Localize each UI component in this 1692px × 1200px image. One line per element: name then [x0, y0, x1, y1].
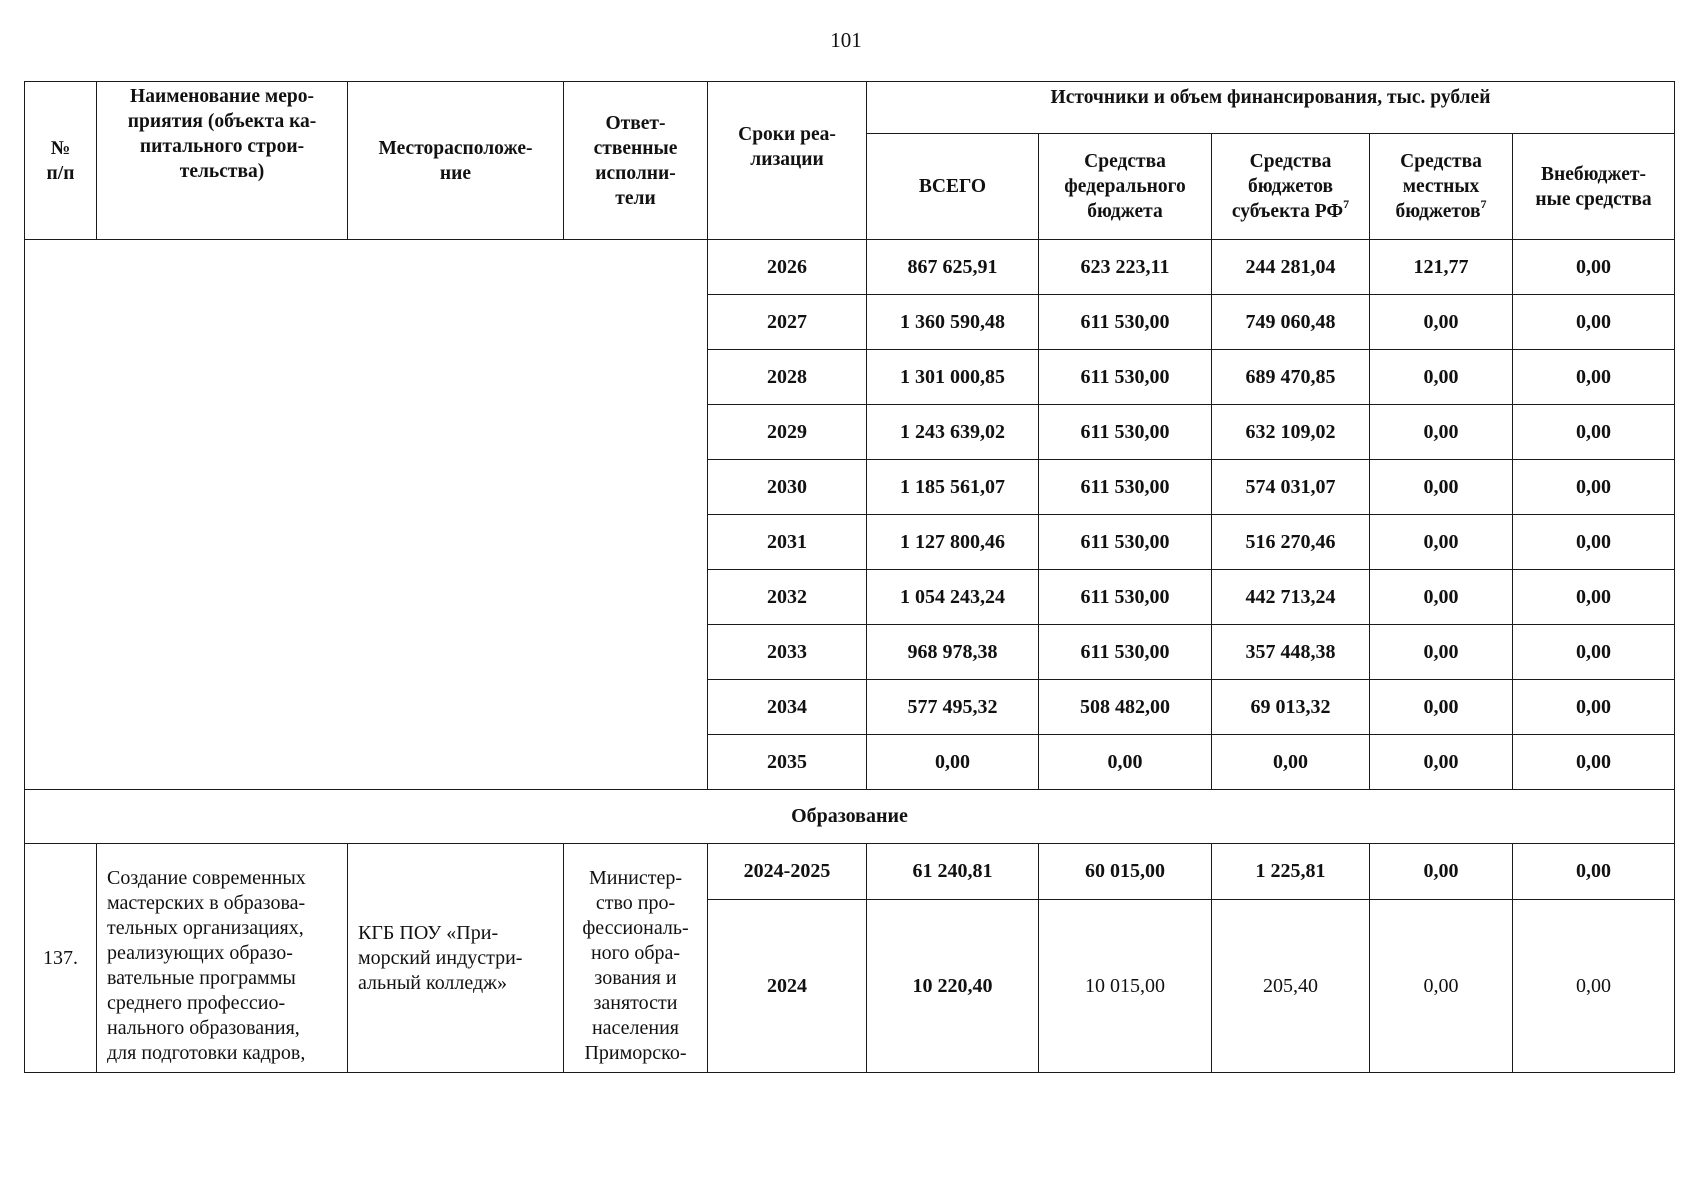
header-federal: Средства федерального бюджета	[1039, 134, 1212, 240]
local-cell: 0,00	[1370, 515, 1513, 570]
year-cell: 2029	[708, 405, 867, 460]
extra-cell: 0,00	[1513, 460, 1675, 515]
total-cell: 867 625,91	[867, 240, 1039, 295]
regional-cell: 0,00	[1212, 735, 1370, 790]
regional-cell: 574 031,07	[1212, 460, 1370, 515]
total-cell: 61 240,81	[867, 844, 1039, 900]
regional-cell: 689 470,85	[1212, 350, 1370, 405]
regional-cell: 1 225,81	[1212, 844, 1370, 900]
year-cell: 2031	[708, 515, 867, 570]
extra-cell: 0,00	[1513, 405, 1675, 460]
federal-cell: 611 530,00	[1039, 405, 1212, 460]
local-cell: 121,77	[1370, 240, 1513, 295]
extra-cell: 0,00	[1513, 295, 1675, 350]
header-regional: Средства бюджетов субъекта $РФ^7$	[1212, 134, 1370, 240]
regional-cell: 632 109,02	[1212, 405, 1370, 460]
federal-cell: 611 530,00	[1039, 295, 1212, 350]
regional-cell: 357 448,38	[1212, 625, 1370, 680]
federal-cell: 611 530,00	[1039, 460, 1212, 515]
local-cell: 0,00	[1370, 680, 1513, 735]
extra-cell: 0,00	[1513, 515, 1675, 570]
regional-cell: 442 713,24	[1212, 570, 1370, 625]
extra-cell: 0,00	[1513, 844, 1675, 900]
extra-cell: 0,00	[1513, 735, 1675, 790]
total-cell: 1 360 590,48	[867, 295, 1039, 350]
extra-cell: 0,00	[1513, 570, 1675, 625]
extra-cell: 0,00	[1513, 680, 1675, 735]
extra-cell: 0,00	[1513, 350, 1675, 405]
section-title: Образование	[25, 790, 1675, 844]
total-cell: 968 978,38	[867, 625, 1039, 680]
year-cell: 2030	[708, 460, 867, 515]
page-number: 101	[830, 28, 862, 52]
total-cell: 1 185 561,07	[867, 460, 1039, 515]
federal-cell: 0,00	[1039, 735, 1212, 790]
total-cell: 10 220,40	[867, 900, 1039, 1073]
extra-cell: 0,00	[1513, 625, 1675, 680]
local-cell: 0,00	[1370, 735, 1513, 790]
header-responsible: Ответ- ственные исполни- тели	[564, 82, 708, 240]
header-local: Средства местных бюджетов$^7$	[1370, 134, 1513, 240]
regional-cell: 205,40	[1212, 900, 1370, 1073]
local-cell: 0,00	[1370, 625, 1513, 680]
federal-cell: 611 530,00	[1039, 515, 1212, 570]
table-header	[25, 82, 1675, 240]
extra-cell: 0,00	[1513, 900, 1675, 1073]
year-cell: 2028	[708, 350, 867, 405]
header-extrabudget: Внебюджет- ные средства	[1513, 134, 1675, 240]
local-cell: 0,00	[1370, 295, 1513, 350]
regional-cell: 749 060,48	[1212, 295, 1370, 350]
extra-cell: 0,00	[1513, 240, 1675, 295]
header-location: Месторасположе- ние	[348, 82, 564, 240]
year-cell: 2026	[708, 240, 867, 295]
header-financing: Источники и объем финансирования, тыс. рублей	[867, 82, 1675, 134]
federal-cell: 508 482,00	[1039, 680, 1212, 735]
table-row	[25, 844, 1675, 900]
local-cell: 0,00	[1370, 570, 1513, 625]
year-cell: 2024	[708, 900, 867, 1073]
section-row	[25, 790, 1675, 844]
header-name: Наименование меро- приятия (объекта ка- питального строи- тельства)	[97, 82, 348, 240]
local-cell: 0,00	[1370, 350, 1513, 405]
total-cell: 1 127 800,46	[867, 515, 1039, 570]
year-cell: 2032	[708, 570, 867, 625]
financing-table	[24, 81, 1675, 1073]
year-cell: 2033	[708, 625, 867, 680]
table-row	[25, 240, 1675, 295]
total-cell: 0,00	[867, 735, 1039, 790]
footnote-mark: 7	[1343, 197, 1350, 211]
continued-blank-cell	[25, 240, 708, 790]
year-cell: 2034	[708, 680, 867, 735]
item-location: КГБ ПОУ «При- морский индустри- альный колледж»	[348, 844, 564, 1073]
federal-cell: 10 015,00	[1039, 900, 1212, 1073]
header-total: ВСЕГО	[867, 134, 1039, 240]
federal-cell: 611 530,00	[1039, 625, 1212, 680]
header-num: № п/п	[25, 82, 97, 240]
year-cell: 2024-2025	[708, 844, 867, 900]
item-name: Создание современных мастерских в образова- тельных организациях, реализующих образо- вательные программы среднего профессио- нального образования, для подготовки кадров,	[97, 844, 348, 1073]
federal-cell: 60 015,00	[1039, 844, 1212, 900]
year-cell: 2035	[708, 735, 867, 790]
year-cell: 2027	[708, 295, 867, 350]
local-cell: 0,00	[1370, 460, 1513, 515]
total-cell: 1 301 000,85	[867, 350, 1039, 405]
regional-cell: 244 281,04	[1212, 240, 1370, 295]
federal-cell: 611 530,00	[1039, 350, 1212, 405]
item-number: 137.	[25, 844, 97, 1073]
regional-cell: 69 013,32	[1212, 680, 1370, 735]
federal-cell: 611 530,00	[1039, 570, 1212, 625]
header-period: Сроки реа- лизации	[708, 82, 867, 240]
total-cell: 577 495,32	[867, 680, 1039, 735]
total-cell: 1 054 243,24	[867, 570, 1039, 625]
local-cell: 0,00	[1370, 844, 1513, 900]
footnote-mark: 7	[1480, 197, 1487, 211]
federal-cell: 623 223,11	[1039, 240, 1212, 295]
item-responsible: Министер- ство про- фессиональ- ного обра- зования и занятости населения Приморско-	[564, 844, 708, 1073]
local-cell: 0,00	[1370, 900, 1513, 1073]
total-cell: 1 243 639,02	[867, 405, 1039, 460]
regional-cell: 516 270,46	[1212, 515, 1370, 570]
local-cell: 0,00	[1370, 405, 1513, 460]
